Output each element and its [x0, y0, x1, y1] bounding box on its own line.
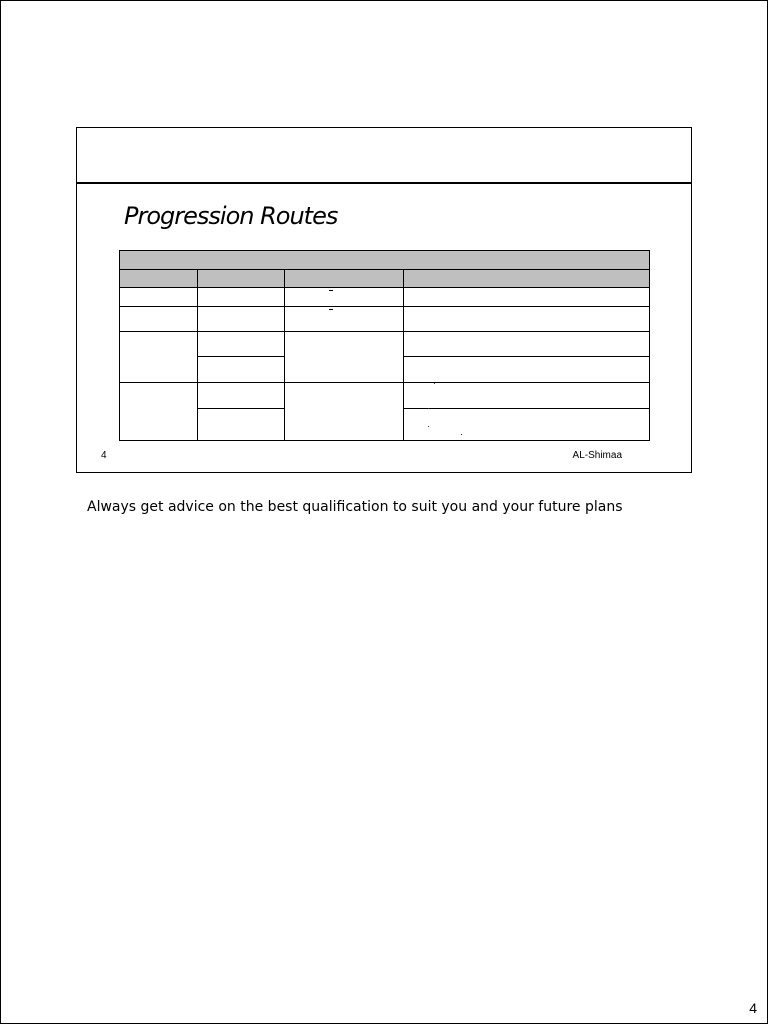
table-rule: [403, 356, 650, 357]
speaker-notes: Always get advice on the best qualification to suit you and your future plans: [87, 499, 623, 515]
slide-footer: AL-Shimaa: [572, 450, 622, 461]
table-rule: [403, 269, 404, 441]
table-rule: [119, 331, 650, 332]
table-rule: [197, 356, 284, 357]
table-rule: [197, 408, 284, 409]
cell-dot: [428, 408, 429, 409]
table-rule: [119, 382, 650, 383]
table-rule: [284, 269, 285, 441]
cell-dash: [329, 309, 333, 310]
cell-dash: [329, 290, 333, 291]
slide-title: Progression Routes: [124, 202, 338, 230]
slide-header-band: [77, 128, 691, 184]
cell-dot: [461, 434, 462, 435]
table-rule: [119, 306, 650, 307]
page-number: 4: [749, 1000, 757, 1016]
table-rule: [119, 287, 650, 288]
table-rule: [119, 440, 650, 441]
slide-thumbnail: [76, 127, 692, 473]
table-rule: [649, 250, 650, 441]
slide-number: 4: [101, 450, 107, 461]
cell-dot: [434, 383, 435, 384]
table-rule: [119, 250, 650, 251]
table-rule: [403, 408, 650, 409]
table-rule: [119, 250, 120, 441]
cell-dot: [428, 426, 429, 427]
table-rule: [197, 269, 198, 441]
table-title-row: [119, 250, 650, 269]
table-rule: [119, 269, 650, 270]
table-header-row: [119, 269, 650, 288]
